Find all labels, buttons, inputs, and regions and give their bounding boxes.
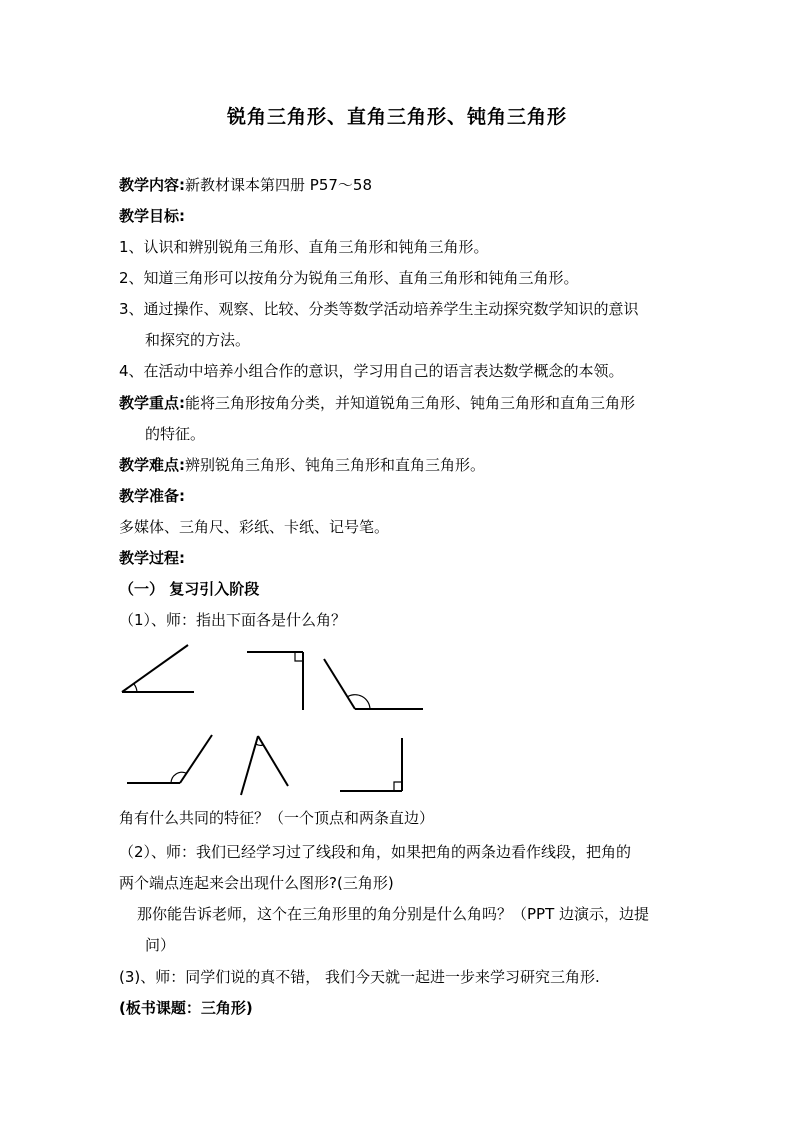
right-angle-figure-bottom	[340, 738, 402, 791]
key-points-line	[119, 393, 635, 413]
angle-feature-answer: 角有什么共同的特征？（一个顶点和两条直边）	[119, 809, 435, 827]
board-title: (板书课题：三角形)	[119, 999, 253, 1017]
difficulties-line	[119, 455, 485, 475]
question-1: （1）、师：指出下面各是什么角？	[119, 611, 347, 629]
question-3: (3)、师：同学们说的真不错， 我们今天就一起进一步来学习研究三角形.	[119, 968, 600, 986]
objective-item: 4、在活动中培养小组合作的意识，学习用自己的语言表达数学概念的本领。	[119, 362, 624, 380]
page-title: 锐角三角形、直角三角形、钝角三角形	[226, 106, 567, 128]
difficulties-value: 辨别锐角三角形、钝角三角形和直角三角形。	[185, 456, 486, 474]
question-2-continued: 两个端点连起来会出现什么图形?(三角形)	[119, 874, 394, 892]
objective-item: 3、通过操作、观察、比较、分类等数学活动培养学生主动探究数学知识的意识	[119, 300, 639, 318]
prep-label: 教学准备:	[119, 487, 185, 505]
acute-angle-figure-2	[241, 736, 288, 795]
key-points-continued: 的特征。	[145, 425, 206, 443]
objective-item: 1、认识和辨别锐角三角形、直角三角形和钝角三角形。	[119, 238, 489, 256]
objectives-label: 教学目标:	[119, 207, 185, 225]
objective-item: 2、知道三角形可以按角分为锐角三角形、直角三角形和钝角三角形。	[119, 269, 579, 287]
question-2-followup-continued: 问）	[145, 936, 176, 954]
obtuse-angle-figure-2	[127, 735, 212, 783]
question-2-followup: 那你能告诉老师，这个在三角形里的角分别是什么角吗？（PPT 边演示，边提	[137, 905, 650, 923]
right-angle-figure-top	[247, 652, 303, 710]
prep-value: 多媒体、三角尺、彩纸、卡纸、记号笔。	[119, 518, 390, 536]
content-label: 教学内容:	[119, 176, 185, 194]
difficulties-label: 教学难点:	[119, 456, 185, 474]
key-points-value: 能将三角形按角分类，并知道锐角三角形、钝角三角形和直角三角形	[185, 394, 636, 412]
objective-item-continued: 和探究的方法。	[145, 331, 251, 349]
question-2: （2）、师：我们已经学习过了线段和角，如果把角的两条边看作线段，把角的	[119, 843, 632, 861]
angle-figures	[110, 640, 440, 805]
process-label: 教学过程:	[119, 549, 185, 567]
key-points-label: 教学重点:	[119, 394, 185, 412]
content-value: 新教材课本第四册 P57～58	[185, 176, 372, 194]
section-heading: （一） 复习引入阶段	[119, 580, 260, 598]
obtuse-angle-figure	[324, 659, 423, 709]
acute-angle-figure	[122, 645, 194, 692]
content-line	[119, 175, 372, 195]
